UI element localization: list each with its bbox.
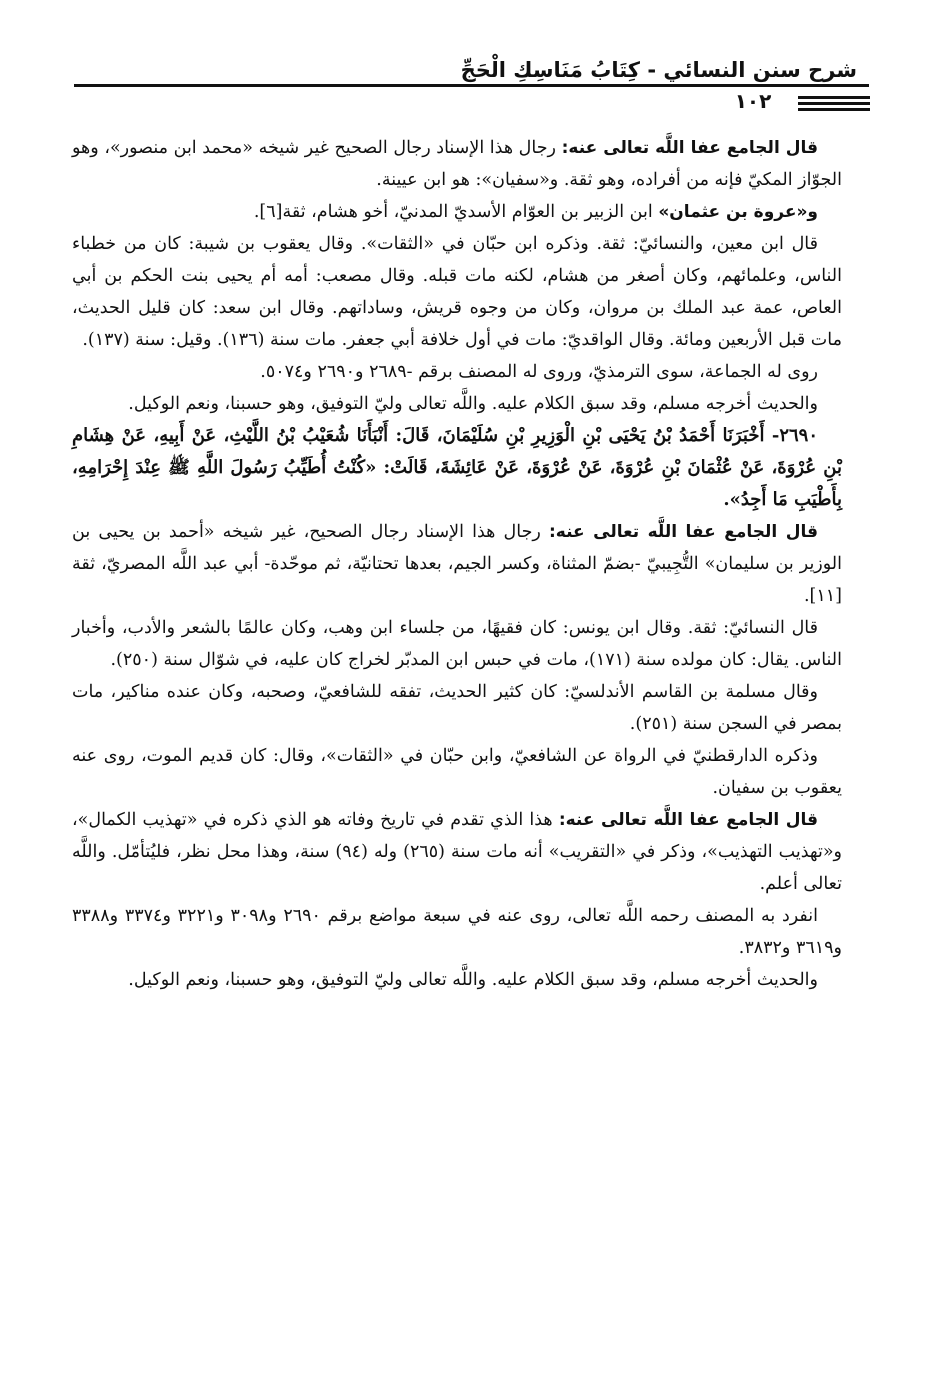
paragraph <box>72 388 842 420</box>
paragraph-text: قال النسائيّ: ثقة. وقال ابن يونس: كان فقيهًا، من جلساء ابن وهب، وكان عالمًا بالشعر والأدب، وأخبار الناس. يقال: كان مولده سنة (١٧١)، مات في حبس ابن المدبّر لخراج كان عليه، في شوّال سنة (٢٥٠). <box>72 618 842 670</box>
paragraph-text: ٢٦٩٠- أَخْبَرَنَا أَحْمَدُ بْنُ يَحْيَى بْنِ الْوَزِيرِ بْنِ سُلَيْمَانَ، قَالَ: أَنْبَأَنَا شُعَيْبُ بْنُ اللَّيْثِ، عَنْ أَبِيهِ، عَنْ هِشَامِ بْنِ عُرْوَةَ، عَنْ عُثْمَانَ بْنِ عُرْوَةَ، عَنْ عُرْوَةَ، عَنْ عَائِشَةَ، قَالَتْ: «كُنْتُ أُطَيِّبُ رَسُولَ اللَّهِ ﷺ عِنْدَ إِحْرَامِهِ، بِأَطْيَبِ مَا أَجِدُ». <box>72 425 842 510</box>
paragraph-text: والحديث أخرجه مسلم، وقد سبق الكلام عليه. واللَّه تعالى وليّ التوفيق، وهو حسبنا، ونعم الوكيل. <box>128 394 818 414</box>
paragraph-text: روى له الجماعة، سوى الترمذيّ، وروى له المصنف برقم -٢٦٨٩ و٢٦٩٠ و٥٠٧٤. <box>260 362 818 382</box>
paragraph <box>72 228 842 356</box>
paragraph <box>72 900 842 964</box>
paragraph-text: وذكره الدارقطنيّ في الرواة عن الشافعيّ، وابن حبّان في «الثقات»، وقال: كان قديم الموت، روى عنه يعقوب بن سفيان. <box>72 746 842 798</box>
paragraph-text: ابن الزبير بن العوّام الأسديّ المدنيّ، أخو هشام، ثقة[٦]. <box>253 202 659 222</box>
paragraph <box>72 964 842 996</box>
paragraph-text: رجال هذا الإسناد رجال الصحيح، غير شيخه «أحمد بن يحيى بن الوزير بن سليمان» التُّجِيبيّ -بضمّ المثناة، وكسر الجيم، بعدها تحتانيّة، ثم موحّدة- أبي عبد اللَّه المصريّ، ثقة [١١]. <box>72 522 842 606</box>
hadith-text <box>72 420 842 516</box>
running-head: شرح سنن النسائي - كِتَابُ مَنَاسِكِ الْحَجِّ <box>460 58 857 82</box>
paragraph <box>72 804 842 900</box>
paragraph <box>72 516 842 612</box>
paragraph-text: هذا الذي تقدم في تاريخ وفاته هو الذي ذكره في «تهذيب الكمال»، و«تهذيب التهذيب»، وذكر في «التقريب» أنه مات سنة (٢٦٥) وله (٩٤) سنة، وهذا محل نظر، فليُتأمّل. واللَّه تعالى أعلم. <box>72 810 843 894</box>
paragraph <box>72 676 842 740</box>
paragraph-text: وقال مسلمة بن القاسم الأندلسيّ: كان كثير الحديث، تفقه للشافعيّ، وصحبه، وكان عنده مناكير، مات بمصر في السجن سنة (٢٥١). <box>72 682 842 734</box>
paragraph-lead: قال الجامع عفا اللَّه تعالى عنه: <box>561 138 818 158</box>
paragraph-lead: و«عروة بن عثمان» <box>658 202 818 222</box>
page-number-ornament <box>798 96 870 114</box>
paragraph <box>72 356 842 388</box>
paragraph-text: رجال هذا الإسناد رجال الصحيح غير شيخه «محمد ابن منصور»، وهو الجوّاز المكيّ فإنه من أفراده، وهو ثقة. و«سفيان»: هو ابن عيينة. <box>72 138 842 190</box>
header-rule <box>74 84 869 87</box>
paragraph-text: والحديث أخرجه مسلم، وقد سبق الكلام عليه. واللَّه تعالى وليّ التوفيق، وهو حسبنا، ونعم الوكيل. <box>128 970 818 990</box>
page-number: ١٠٢ <box>734 89 772 113</box>
paragraph-lead: قال الجامع عفا اللَّه تعالى عنه: <box>558 810 818 830</box>
body-text <box>72 132 842 996</box>
paragraph-text: انفرد به المصنف رحمه اللَّه تعالى، روى عنه في سبعة مواضع برقم ٢٦٩٠ و٣٠٩٨ و٣٢٢١ و٣٣٧٤ و٣٣٨٨ و٣٦١٩ و٣٨٣٢. <box>72 906 842 958</box>
paragraph <box>72 132 842 196</box>
paragraph <box>72 612 842 676</box>
paragraph-lead: قال الجامع عفا اللَّه تعالى عنه: <box>549 522 818 542</box>
paragraph <box>72 740 842 804</box>
paragraph <box>72 196 842 228</box>
paragraph-text: قال ابن معين، والنسائيّ: ثقة. وذكره ابن حبّان في «الثقات». وقال يعقوب بن شيبة: كان من خطباء الناس، وعلمائهم، وكان أصغر من هشام، لكنه مات قبله. وقال مصعب: أمه أم يحيى بنت الحكم بن أبي العاص، عمة عبد الملك بن مروان، وكان من وجوه قريش، وساداتهم. وقال ابن سعد: كان قليل الحديث، مات قبل الأربعين ومائة. وقال الواقديّ: مات في أول خلافة أبي جعفر. مات سنة (١٣٦). وقيل: سنة (١٣٧). <box>72 234 842 350</box>
